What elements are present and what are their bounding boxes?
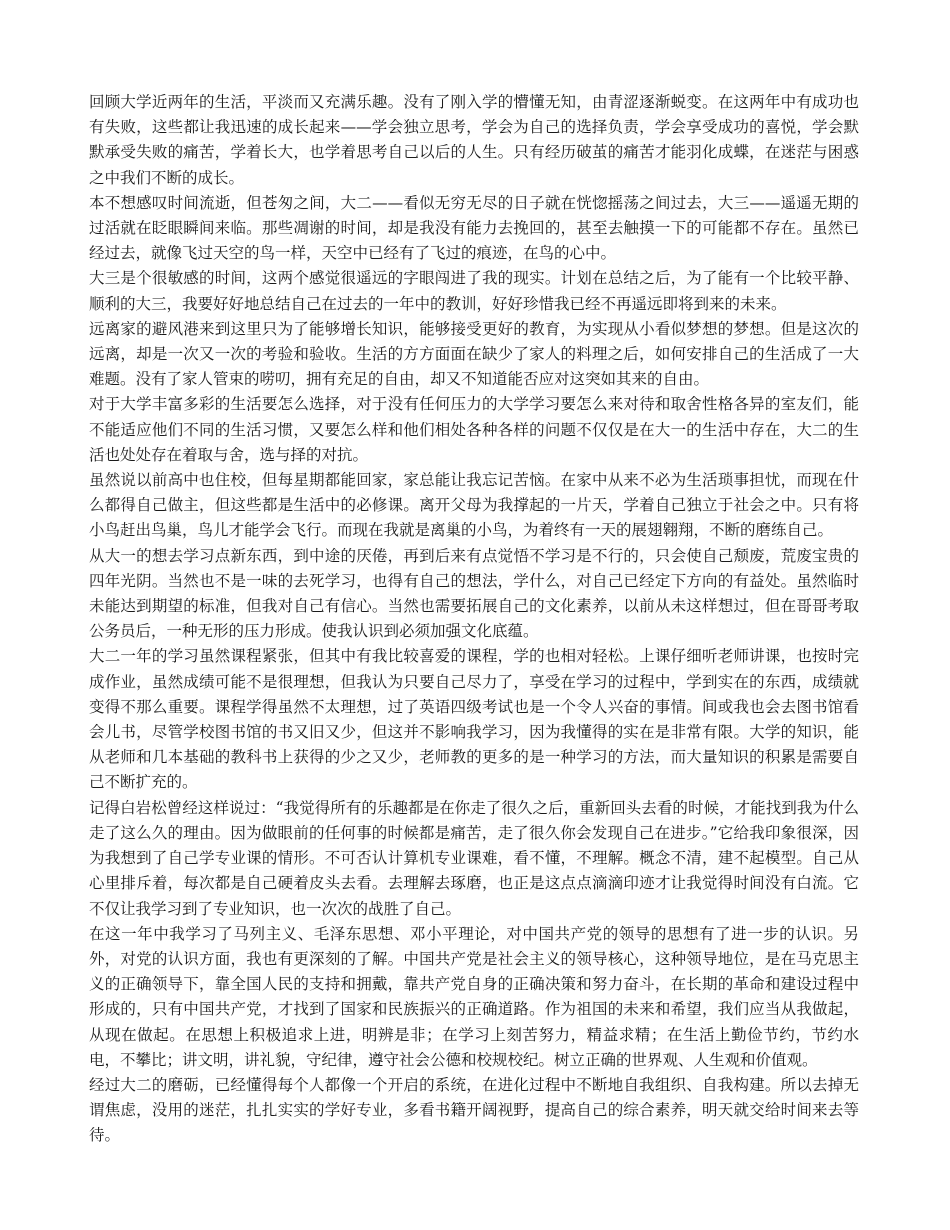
paragraph-bai-yansong-quote: 记得白岩松曾经这样说过：“我觉得所有的乐趣都是在你走了很久之后，重新回头去看的时候，才能找到我为什么走了这么久的理由。因为做眼前的任何事的时候都是痛苦，走了很久你会发现自己在进步。”它给我印象很深，因为我想到了自己学专业课的情形。不可否认计算机专业课难，看不懂，不理解。概念不清，建不起模型。自己从心里排斥着，每次都是自己硬着皮头去看。去理解去琢磨，也正是这点点滴滴印迹才让我觉得时间没有白流。它不仅让我学习到了专业知识，也一次次的战胜了自己。 <box>89 798 859 918</box>
paragraph-college-life-choices: 对于大学丰富多彩的生活要怎么选择，对于没有任何压力的大学学习要怎么来对待和取舍性格各异的室友们，能不能适应他们不同的生活习惯，又要怎么样和他们相处各种各样的问题不仅仅是在大一的生活中存在，大二的生活也处处存在着取与舍，选与择的对抗。 <box>89 395 859 464</box>
paragraph-junior-year-plan: 大三是个很敏感的时间，这两个感觉很遥远的字眼闯进了我的现实。计划在总结之后，为了能有一个比较平静、顺利的大三，我要好好地总结自己在过去的一年中的教训，好好珍惜我已经不再遥远即将到来的未来。 <box>89 269 859 313</box>
paragraph-intro-reflection: 回顾大学近两年的生活，平淡而又充满乐趣。没有了刚入学的懵懂无知，由青涩逐渐蜕变。在这两年中有成功也有失败，这些都让我迅速的成长起来——学会独立思考，学会为自己的选择负责，学会享受成功的喜悦，学会默默承受失败的痛苦，学着长大，也学着思考自己以后的人生。只有经历破茧的痛苦才能羽化成蝶，在迷茫与困惑之中我们不断的成长。 <box>89 93 859 187</box>
document-body <box>89 90 859 1149</box>
paragraph-independence: 虽然说以前高中也住校，但每星期都能回家，家总能让我忘记苦恼。在家中从来不必为生活琐事担忧，而现在什么都得自己做主，但这些都是生活中的必修课。离开父母为我撑起的一片天，学着自己独立于社会之中。只有将小鸟赶出鸟巢，鸟儿才能学会飞行。而现在我就是离巢的小鸟，为着终有一天的展翅翱翔，不断的磨练自己。 <box>89 471 859 540</box>
paragraph-leaving-home: 远离家的避风港来到这里只为了能够增长知识，能够接受更好的教育，为实现从小看似梦想的梦想。但是这次的远离，却是一次又一次的考验和验收。生活的方方面面在缺少了家人的料理之后，如何安排自己的生活成了一大难题。没有了家人管束的唠叨，拥有充足的自由，却又不知道能否应对这突如其来的自由。 <box>89 319 859 389</box>
paragraph-sophomore-study: 大二一年的学习虽然课程紧张，但其中有我比较喜爱的课程，学的也相对轻松。上课仔细听老师讲课，也按时完成作业，虽然成绩可能不是很理想，但我认为只要自己尽力了，享受在学习的过程中，学到实在的东西，成绩就变得不那么重要。课程学得虽然不太理想，过了英语四级考试也是一个令人兴奋的事情。间或我也会去图书馆看会儿书，尽管学校图书馆的书又旧又少，但这并不影响我学习，因为我懂得的实在是非常有限。大学的知识，能从老师和几本基础的教科书上获得的少之又少，老师教的更多的是一种学习的方法，而大量知识的积累是需要自己不断扩充的。 <box>89 647 859 792</box>
paragraph-political-study: 在这一年中我学习了马列主义、毛泽东思想、邓小平理论，对中国共产党的领导的思想有了进一步的认识。另外，对党的认识方面，我也有更深刻的了解。中国共产党是社会主义的领导核心，这种领导地位，是在马克思主义的正确领导下，靠全国人民的支持和拥戴，靠共产党自身的正确决策和努力奋斗，在长期的革命和建设过程中形成的，只有中国共产党，才找到了国家和民族振兴的正确道路。作为祖国的未来和希望，我们应当从我做起，从现在做起。在思想上积极追求上进，明辨是非；在学习上刻苦努力，精益求精；在生活上勤俭节约，节约水电，不攀比；讲文明，讲礼貌，守纪律，遵守社会公德和校规校纪。树立正确的世界观、人生观和价值观。 <box>89 924 859 1069</box>
paragraph-conclusion: 经过大二的磨砺，已经懂得每个人都像一个开启的系统，在进化过程中不断地自我组织、自我构建。所以去掉无谓焦虑，没用的迷茫，扎扎实实的学好专业，多看书籍开阔视野，提高自己的综合素养，明天就交给时间来去等待。 <box>89 1075 859 1145</box>
paragraph-time-passing: 本不想感叹时间流逝，但苍匆之间，大二——看似无穷无尽的日子就在恍惚摇荡之间过去，大三——遥遥无期的过活就在眨眼瞬间来临。那些凋谢的时间，却是我没有能力去挽回的，甚至去触摸一下的可能都不存在。虽然已经过去，就像飞过天空的鸟一样，天空中已经有了飞过的痕迹，在鸟的心中。 <box>89 193 859 263</box>
paragraph-learning-attitude: 从大一的想去学习点新东西，到中途的厌倦，再到后来有点觉悟不学习是不行的，只会使自己颓废，荒废宝贵的四年光阴。当然也不是一味的去死学习，也得有自己的想法，学什么，对自己已经定下方向的有益处。虽然临时未能达到期望的标准，但我对自己有信心。当然也需要拓展自己的文化素养，以前从未这样想过，但在哥哥考取公务员后，一种无形的压力形成。使我认识到必须加强文化底蕴。 <box>89 546 859 641</box>
